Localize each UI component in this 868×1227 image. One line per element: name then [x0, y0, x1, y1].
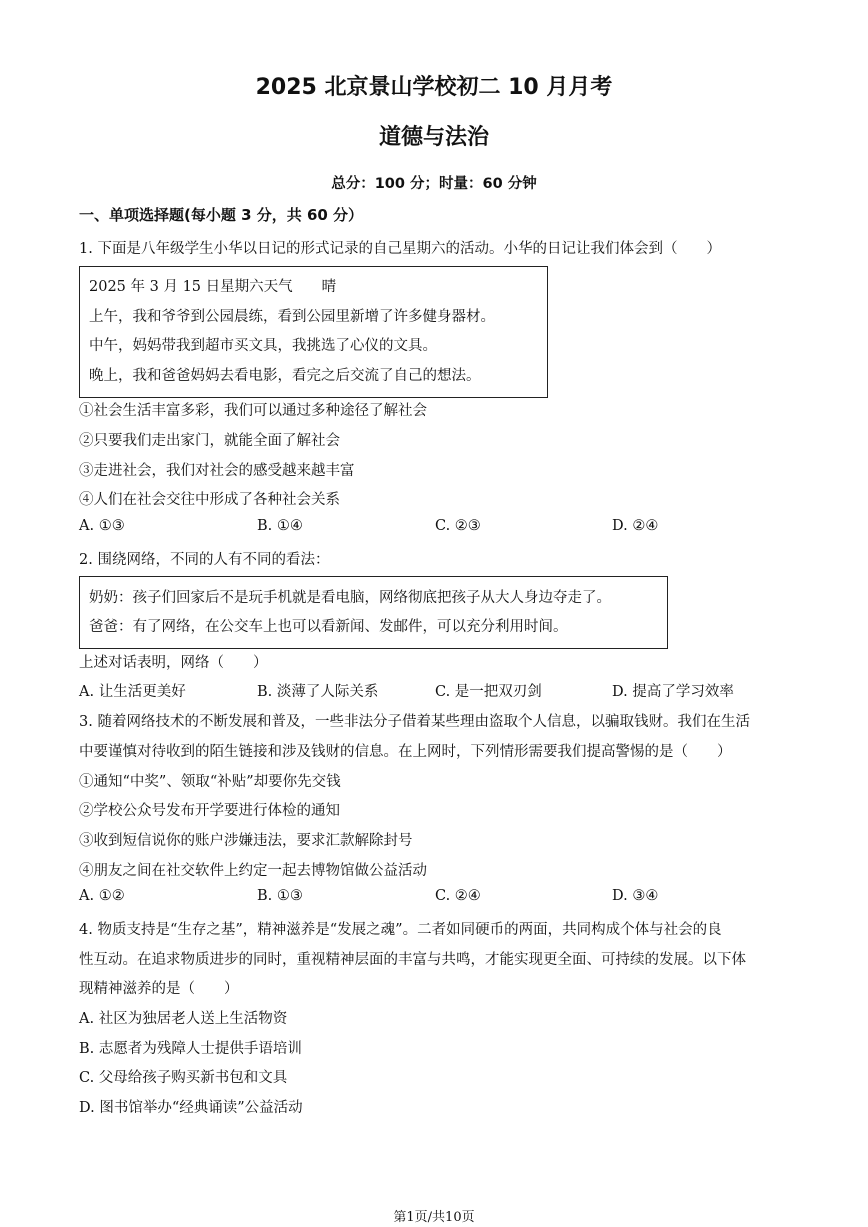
exam-title: 2025 北京景山学校初二 10 月月考	[255, 75, 613, 100]
dialogue-line: 奶奶：孩子们回家后不是玩手机就是看电脑，网络彻底把孩子从大人身边夺走了。	[89, 590, 611, 606]
q3-statement: ②学校公众号发布开学要进行体检的通知	[79, 803, 340, 819]
diary-line: 晚上，我和爸爸妈妈去看电影，看完之后交流了自己的想法。	[89, 368, 481, 384]
q4-stem-line: 现精神滋养的是（ ）	[79, 981, 239, 997]
diary-line: 上午，我和爷爷到公园晨练，看到公园里新增了许多健身器材。	[89, 309, 495, 325]
dialogue-line: 爸爸：有了网络，在公交车上也可以看新闻、发邮件，可以充分利用时间。	[89, 619, 568, 635]
subject-title: 道德与法治	[378, 125, 489, 150]
q4-option-d[interactable]: D. 图书馆举办“经典诵读”公益活动	[79, 1100, 303, 1116]
q3-option-a[interactable]: A. ①②	[79, 888, 125, 904]
q2-dialogue-box	[79, 576, 668, 649]
q1-statement: ③走进社会，我们对社会的感受越来越丰富	[79, 463, 355, 479]
q1-option-b[interactable]: B. ①④	[257, 518, 303, 534]
q2-option-d[interactable]: D. 提高了学习效率	[612, 684, 734, 700]
q2-option-b[interactable]: B. 淡薄了人际关系	[257, 684, 379, 700]
q1-statement: ②只要我们走出家门，就能全面了解社会	[79, 433, 340, 449]
q4-stem-line: 性互动。在追求物质进步的同时，重视精神层面的丰富与共鸣，才能实现更全面、可持续的发展。以下体	[79, 952, 746, 968]
q1-option-a[interactable]: A. ①③	[79, 518, 125, 534]
q4-option-a[interactable]: A. 社区为独居老人送上生活物资	[79, 1011, 288, 1027]
diary-line: 2025 年 3 月 15 日星期六天气 晴	[89, 279, 337, 295]
q1-stem: 1. 下面是八年级学生小华以日记的形式记录的自己星期六的活动。小华的日记让我们体会到（ ）	[79, 241, 721, 257]
q3-statement: ③收到短信说你的账户涉嫌违法，要求汇款解除封号	[79, 833, 413, 849]
diary-line: 中午，妈妈带我到超市买文具，我挑选了心仪的文具。	[89, 338, 437, 354]
q2-option-a[interactable]: A. 让生活更美好	[79, 684, 186, 700]
q1-statement: ④人们在社会交往中形成了各种社会关系	[79, 492, 340, 508]
q1-statement: ①社会生活丰富多彩，我们可以通过多种途径了解社会	[79, 403, 427, 419]
q2-stem: 2. 围绕网络，不同的人有不同的看法：	[79, 552, 330, 568]
q3-option-c[interactable]: C. ②④	[435, 888, 481, 904]
section-heading: 一、单项选择题(每小题 3 分，共 60 分）	[79, 206, 364, 224]
q3-option-d[interactable]: D. ③④	[612, 888, 659, 904]
q2-option-c[interactable]: C. 是一把双刃剑	[435, 684, 542, 700]
q4-option-b[interactable]: B. 志愿者为残障人士提供手语培训	[79, 1041, 302, 1057]
q1-option-d[interactable]: D. ②④	[612, 518, 659, 534]
q1-diary-box	[79, 266, 548, 398]
q3-statement: ①通知“中奖”、领取“补贴”却要你先交钱	[79, 774, 341, 790]
q4-stem-line: 4. 物质支持是“生存之基”，精神滋养是“发展之魂”。二者如同硬币的两面，共同构成个体与社会的良	[79, 922, 722, 938]
q3-option-b[interactable]: B. ①③	[257, 888, 303, 904]
q1-option-c[interactable]: C. ②③	[435, 518, 481, 534]
q3-stem-line: 中要谨慎对待收到的陌生链接和涉及钱财的信息。在上网时，下列情形需要我们提高警惕的是（ ）	[79, 744, 732, 760]
score-info: 总分：100 分；时量：60 分钟	[331, 176, 537, 192]
page-number: 第1页/共10页	[393, 1210, 475, 1225]
q3-statement: ④朋友之间在社交软件上约定一起去博物馆做公益活动	[79, 863, 427, 879]
q4-option-c[interactable]: C. 父母给孩子购买新书包和文具	[79, 1070, 288, 1086]
q3-stem-line: 3. 随着网络技术的不断发展和普及，一些非法分子借着某些理由盗取个人信息，以骗取钱财。我们在生活	[79, 714, 750, 730]
q2-question: 上述对话表明，网络（ ）	[79, 655, 268, 671]
